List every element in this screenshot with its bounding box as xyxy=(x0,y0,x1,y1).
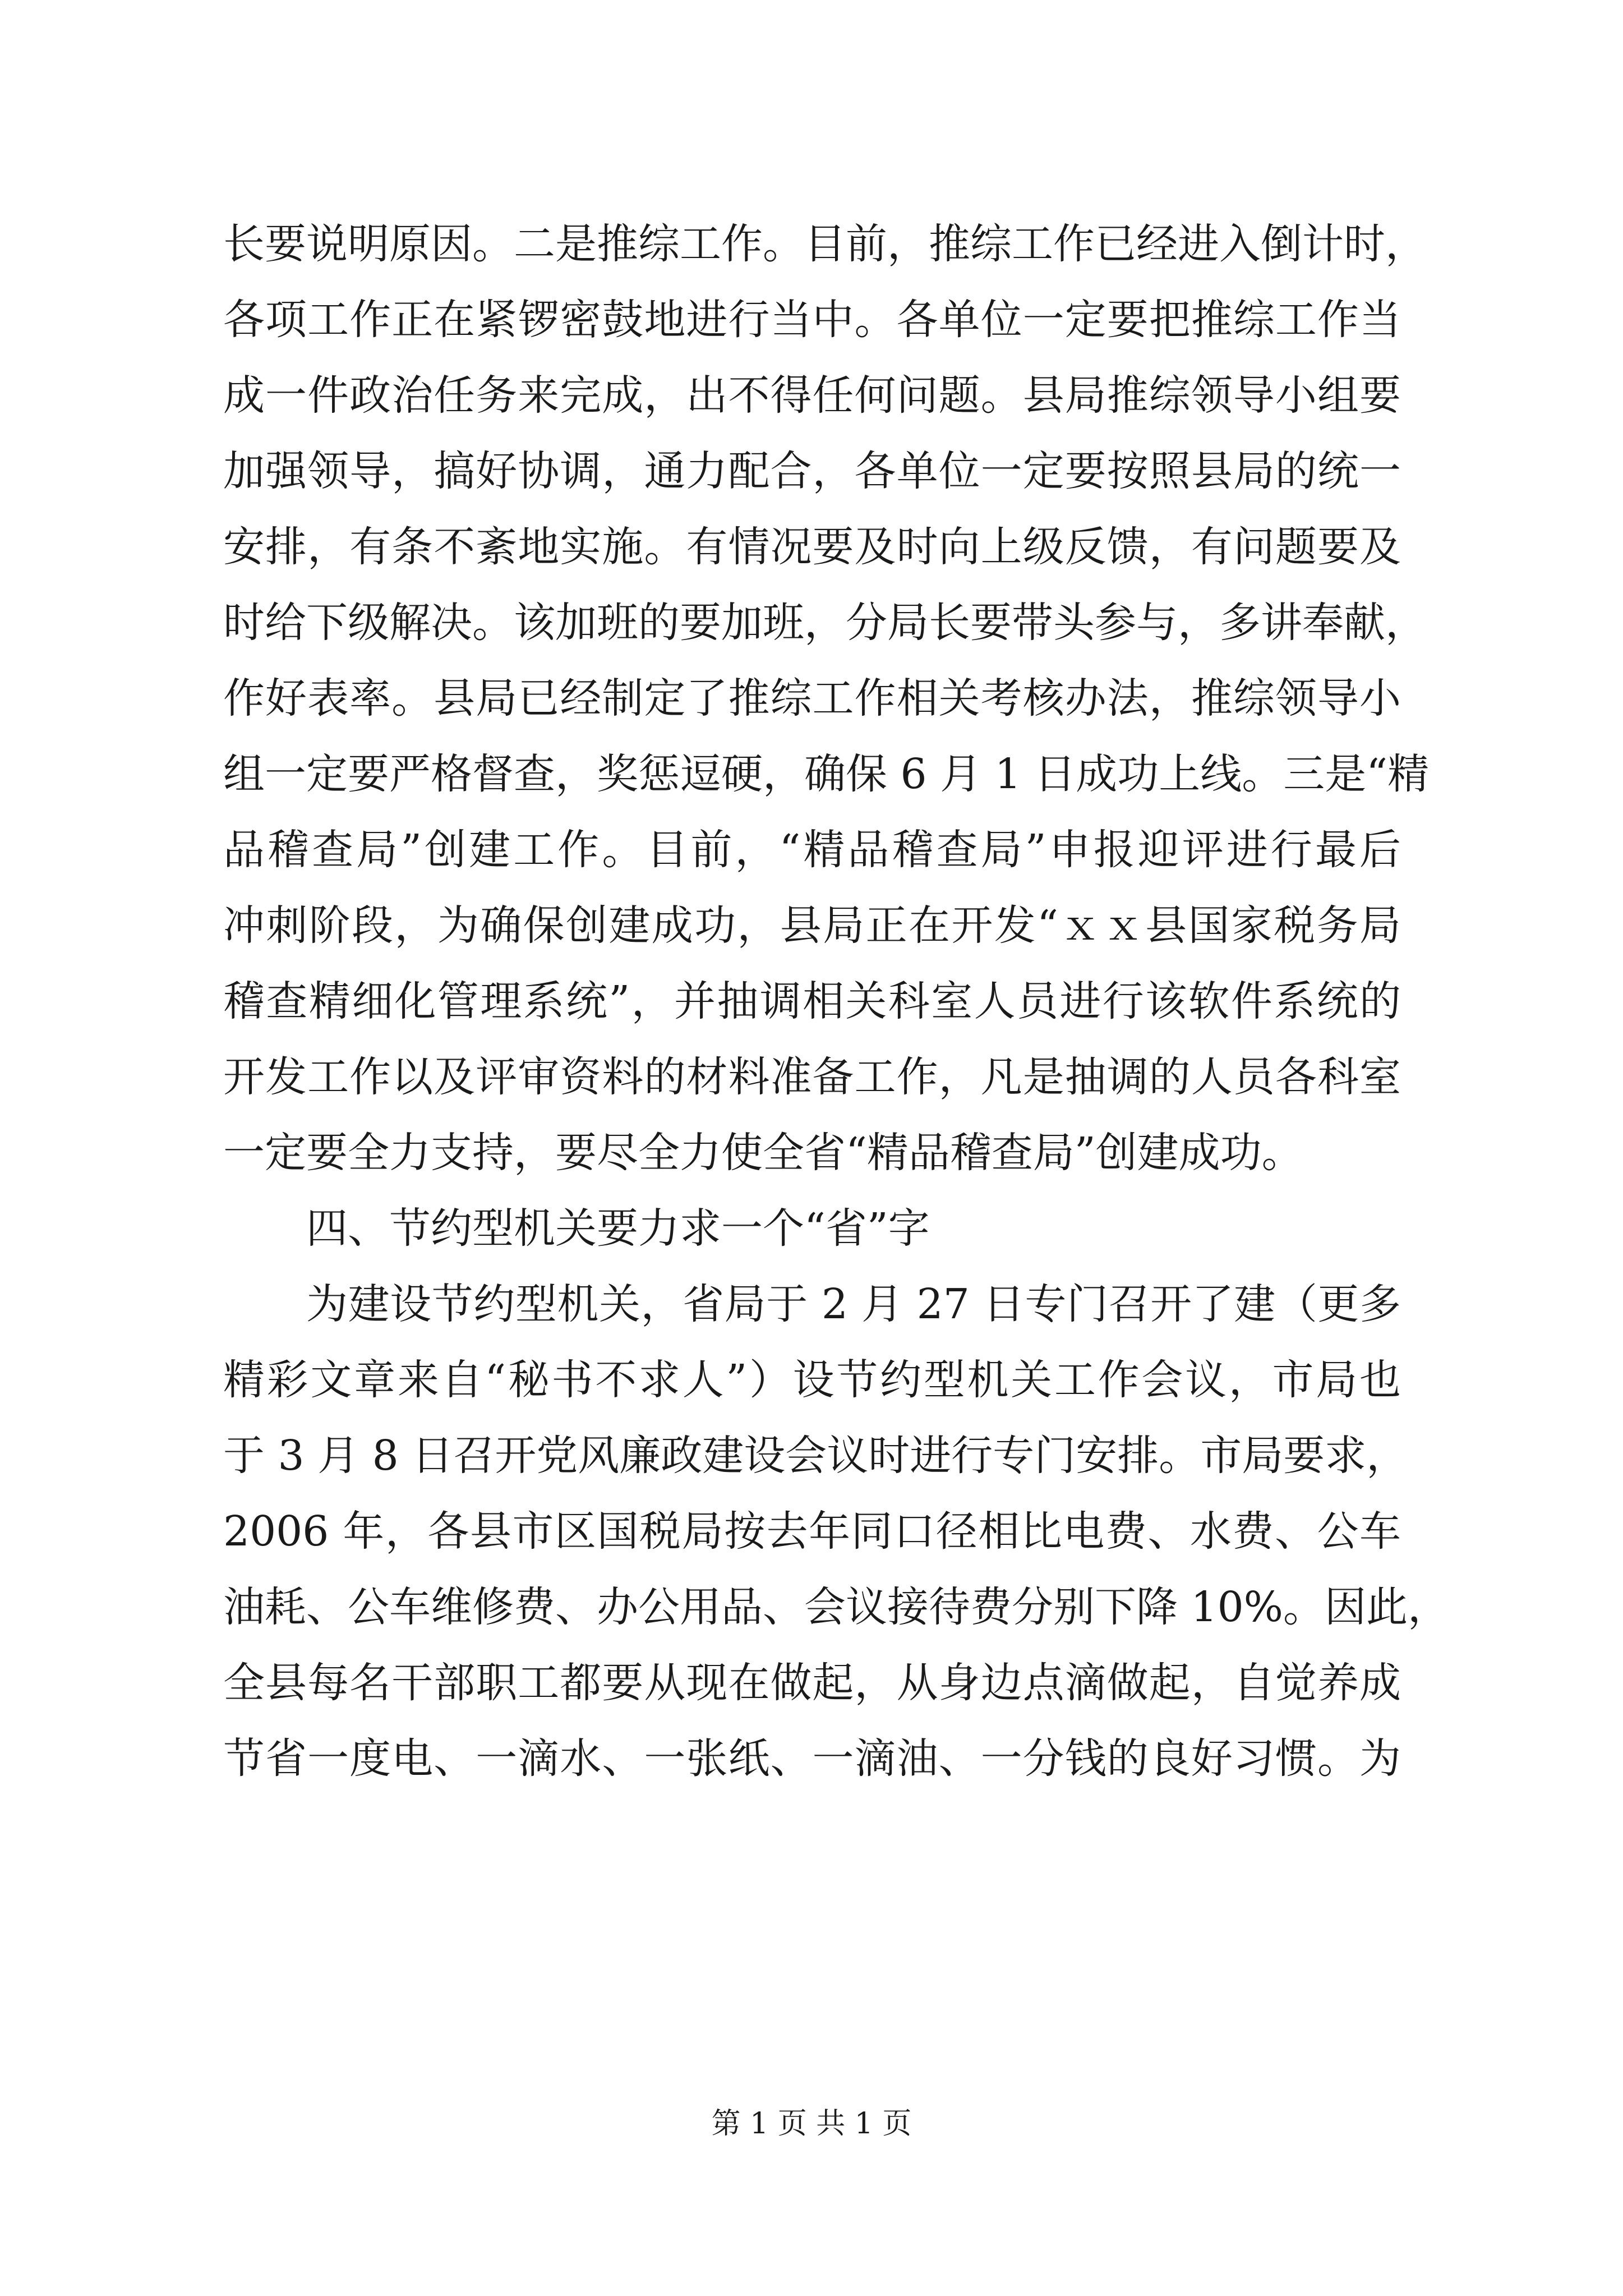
body-line: 精彩文章来自“秘书不求人”）设节约型机关工作会议，市局也 xyxy=(223,1356,1401,1404)
body-line: 加强领导，搞好协调，通力配合，各单位一定要按照县局的统一 xyxy=(223,447,1401,495)
document-body xyxy=(223,206,1449,1797)
body-line: 安排，有条不紊地实施。有情况要及时向上级反馈，有问题要及 xyxy=(223,523,1401,571)
section-heading: 四、节约型机关要力求一个“省”字 xyxy=(306,1204,930,1253)
body-line: 油耗、公车维修费、办公用品、会议接待费分别下降 10%。因此， xyxy=(223,1583,1449,1631)
body-line: 节省一度电、一滴水、一张纸、一滴油、一分钱的良好习惯。为 xyxy=(223,1734,1401,1783)
body-line: 冲刺阶段，为确保创建成功，县局正在开发“ｘｘ县国家税务局 xyxy=(223,901,1401,950)
body-line: 组一定要严格督查，奖惩逗硬，确保 6 月 1 日成功上线。三是“精 xyxy=(223,750,1430,798)
body-line: 时给下级解决。该加班的要加班，分局长要带头参与，多讲奉献， xyxy=(223,599,1427,647)
body-line: 作好表率。县局已经制定了推综工作相关考核办法，推综领导小 xyxy=(223,674,1401,723)
body-line: 各项工作正在紧锣密鼓地进行当中。各单位一定要把推综工作当 xyxy=(223,296,1401,344)
body-line: 稽查精细化管理系统”，并抽调相关科室人员进行该软件系统的 xyxy=(223,977,1401,1025)
body-line: 长要说明原因。二是推综工作。目前，推综工作已经进入倒计时， xyxy=(223,220,1427,268)
body-line: 于 3 月 8 日召开党风廉政建设会议时进行专门安排。市局要求， xyxy=(223,1432,1408,1480)
body-line: 全县每名干部职工都要从现在做起，从身边点滴做起，自觉养成 xyxy=(223,1659,1401,1707)
body-line: 2006 年，各县市区国税局按去年同口径相比电费、水费、公车 xyxy=(223,1507,1401,1556)
body-line: 品稽查局”创建工作。目前，“精品稽查局”申报迎评进行最后 xyxy=(223,826,1401,874)
body-line: 一定要全力支持，要尽全力使全省“精品稽查局”创建成功。 xyxy=(223,1129,1303,1177)
body-line: 开发工作以及评审资料的材料准备工作，凡是抽调的人员各科室 xyxy=(223,1053,1401,1101)
body-line: 成一件政治任务来完成，出不得任何问题。县局推综领导小组要 xyxy=(223,371,1401,420)
body-line: 为建设节约型机关，省局于 2 月 27 日专门召开了建（更多 xyxy=(306,1280,1401,1328)
page-number-footer: 第 1 页 共 1 页 xyxy=(711,2107,912,2141)
